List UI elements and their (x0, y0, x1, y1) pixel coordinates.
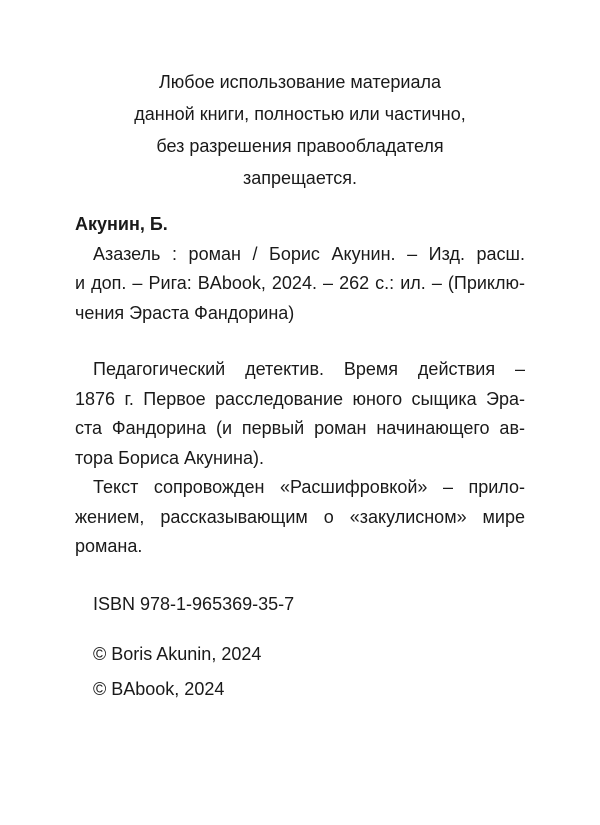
isbn (75, 590, 525, 620)
copyright-line: © Boris Akunin, 2024 (93, 644, 262, 664)
annotation-line: Текст сопровожден «Расшифровкой» – прило- (93, 477, 525, 497)
copyright-line: © BAbook, 2024 (93, 679, 225, 699)
notice-line: без разрешения правообладателя (156, 136, 444, 156)
annotation-line: романа. (75, 536, 143, 556)
notice-line: запрещается. (242, 168, 358, 188)
notice-line: данной книги, полностью или частично, (134, 104, 466, 124)
copyrights (75, 637, 525, 707)
annotation-line: Педагогический детектив. Время действия – (93, 359, 525, 379)
bib-line: и доп. – Рига: BAbook, 2024. – 262 с.: ил. – (Приклю- (75, 273, 525, 293)
bib-line: Азазель : роман / Борис Акунин. – Изд. расш. (93, 243, 525, 264)
annotation-line: тора Бориса Акунина). (75, 447, 264, 468)
annotation-line: ста Фандорина (и первый роман начинающего ав- (75, 418, 525, 438)
bibliographic-record (75, 210, 525, 328)
annotation (75, 355, 525, 562)
notice-line: Любое использование материала (158, 72, 441, 92)
isbn-text: ISBN 978-1-965369-35-7 (93, 594, 295, 614)
annotation-line: 1876 г. Первое расследование юного сыщика Эра- (75, 388, 525, 409)
bib-line: чения Эраста Фандорина) (75, 302, 295, 323)
annotation-line: жением, рассказывающим о «закулисном» мире (75, 506, 525, 527)
copyright-notice (0, 66, 600, 194)
author-heading: Акунин, Б. (75, 214, 168, 234)
